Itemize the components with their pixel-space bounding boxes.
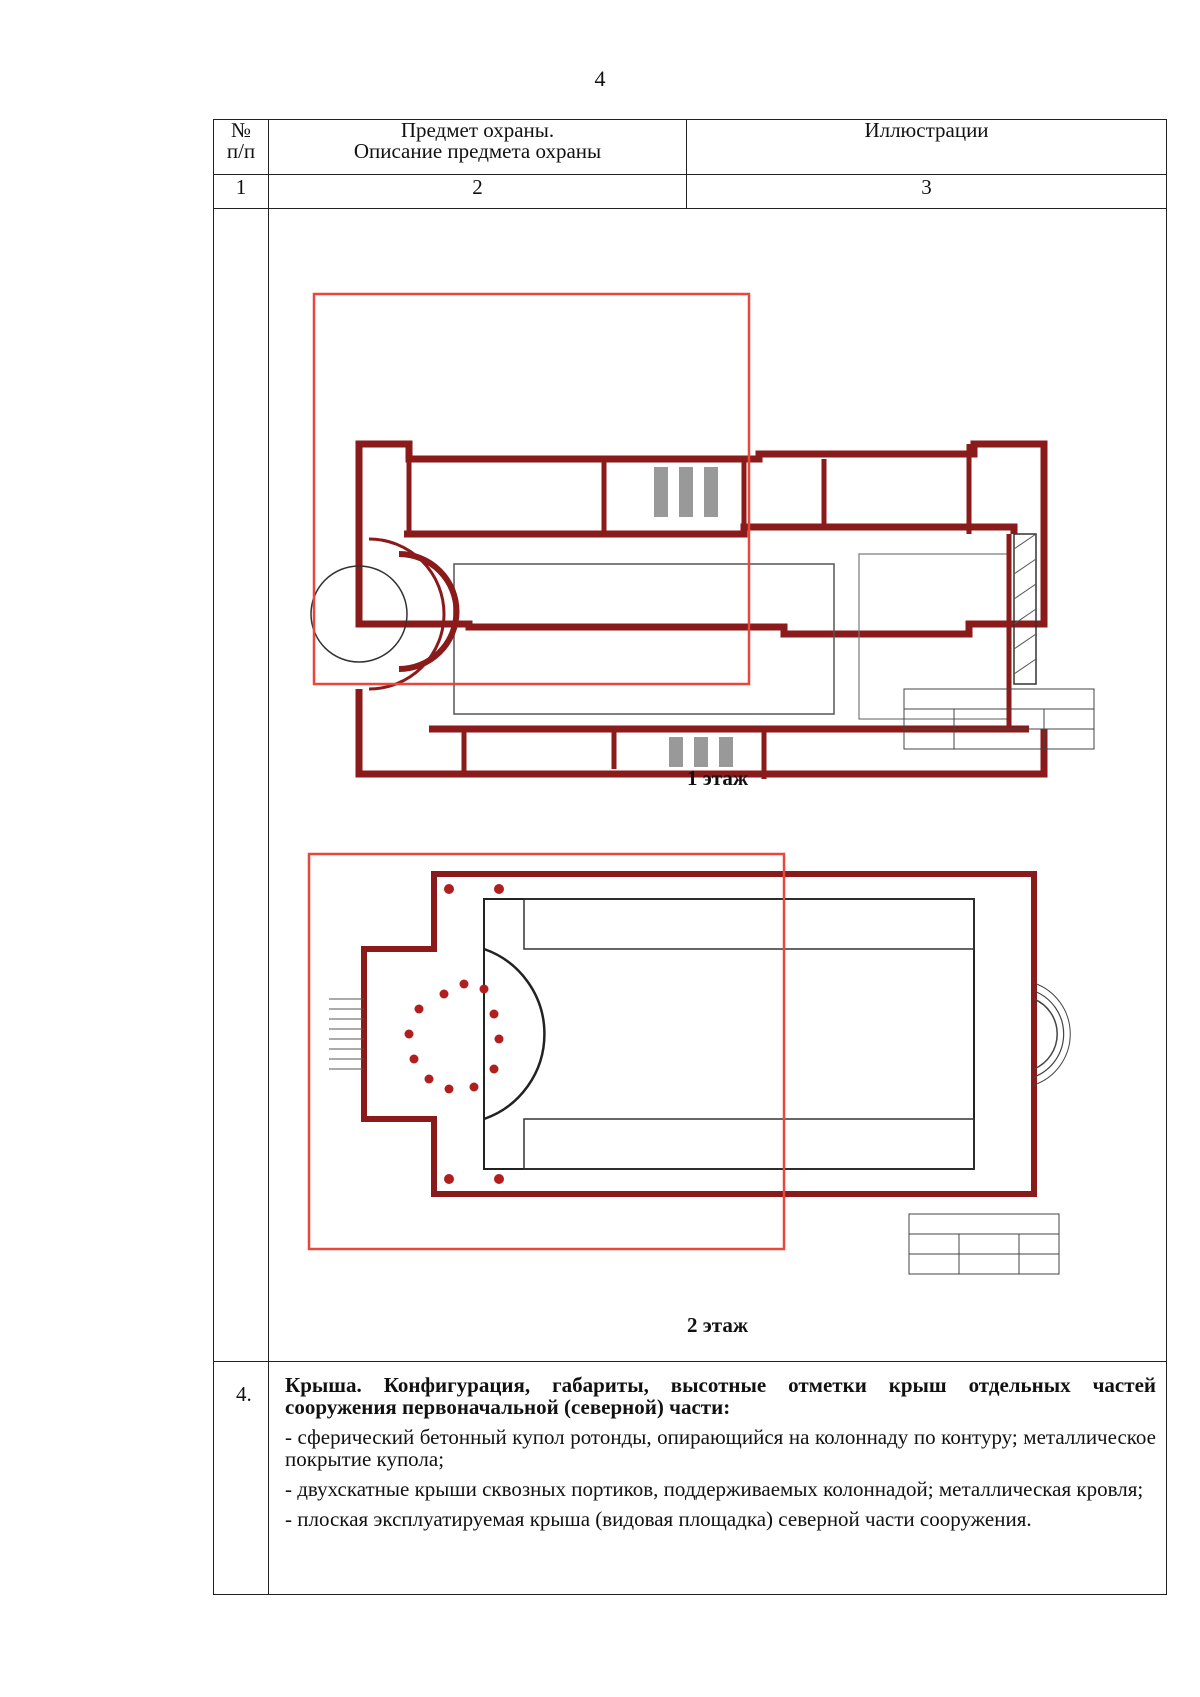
illustration-number-cell — [214, 209, 269, 1362]
floor1-caption: 1 этаж — [686, 766, 749, 790]
illustration-cell — [269, 209, 1167, 1362]
header-subject-line1: Предмет охраны. — [400, 118, 555, 142]
row-4-number: 4. — [214, 1362, 269, 1595]
floor2-plan — [309, 854, 1070, 1249]
header-subject-line2: Описание предмета охраны — [353, 139, 602, 163]
column-number-3: 3 — [687, 175, 1167, 209]
column-number-row — [214, 175, 1167, 209]
floor2-title-block — [909, 1214, 1059, 1274]
header-subject-cell — [269, 120, 687, 175]
row-4 — [214, 1362, 1167, 1595]
row-4-description — [269, 1362, 1167, 1595]
illustration-row — [214, 209, 1167, 1362]
page-number: 4 — [594, 66, 606, 91]
row-4-item-2: - двухскатные крыши сквозных портиков, поддерживаемых колоннадой; металлическая кровля; — [285, 1477, 1144, 1501]
floor1-plan — [311, 294, 1044, 779]
header-illustrations-cell: Иллюстрации — [687, 120, 1167, 175]
column-number-2: 2 — [269, 175, 687, 209]
row-4-item-3: - плоская эксплуатируемая крыша (видовая площадка) северной части сооружения. — [285, 1507, 1032, 1531]
header-number-line2: п/п — [226, 139, 256, 163]
row-4-item-1: - сферический бетонный купол ротонды, опирающийся на колоннаду по контуру; металлическое покрытие купола; — [285, 1425, 1156, 1471]
column-number-1: 1 — [214, 175, 269, 209]
table-header-row — [214, 120, 1167, 175]
floor2-caption: 2 этаж — [686, 1313, 749, 1337]
protection-table — [213, 119, 1167, 1595]
header-number-cell — [214, 120, 269, 175]
row-4-lead: Крыша. Конфигурация, габариты, высотные отметки крыш отдельных частей сооружения первоначальной (северной) части: — [285, 1373, 1156, 1419]
header-number-line1: № — [230, 118, 252, 142]
